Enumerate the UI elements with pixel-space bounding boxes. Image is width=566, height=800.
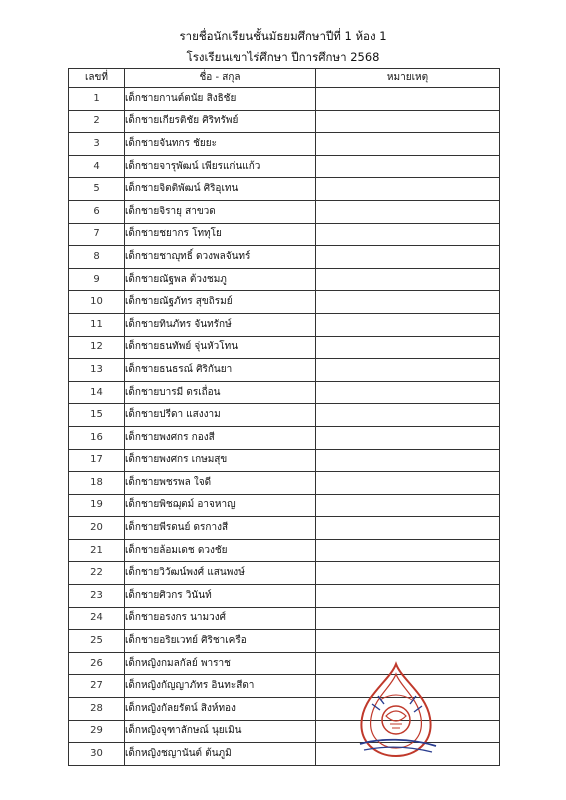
student-name-cell: เด็กชายธนทัพย์ จุ่นหัวโทน: [125, 336, 316, 359]
student-name-cell: เด็กหญิงกัลยรัตน์ สิงห์ทอง: [125, 698, 316, 721]
remarks-cell: [316, 630, 500, 653]
remarks-cell: [316, 178, 500, 201]
row-number-cell: 28: [69, 698, 125, 721]
row-number-cell: 22: [69, 562, 125, 585]
remarks-cell: [316, 449, 500, 472]
student-name-cell: เด็กชายจิรายุ สาขวด: [125, 200, 316, 223]
student-name-cell: เด็กชายศิวกร วินันท์: [125, 585, 316, 608]
row-number-cell: 17: [69, 449, 125, 472]
table-row: [69, 630, 500, 653]
row-number-cell: 15: [69, 404, 125, 427]
row-number-cell: 19: [69, 494, 125, 517]
row-number-cell: 6: [69, 200, 125, 223]
row-number-cell: 29: [69, 720, 125, 743]
remarks-cell: [316, 539, 500, 562]
table-row: [69, 155, 500, 178]
page-title: รายชื่อนักเรียนชั้นมัธยมศึกษาปีที่ 1 ห้อง 1: [179, 29, 387, 43]
remarks-cell: [316, 426, 500, 449]
row-number-cell: 3: [69, 133, 125, 156]
student-name-cell: เด็กชายณัฐพล ต้วงชมภู: [125, 268, 316, 291]
remarks-cell: [316, 88, 500, 111]
student-name-cell: เด็กชายชยากร โททุโย: [125, 223, 316, 246]
remarks-cell: [316, 607, 500, 630]
student-name-cell: เด็กชายจันทกร ชัยยะ: [125, 133, 316, 156]
student-name-cell: เด็กชายกานต์ตนัย สิงธิชัย: [125, 88, 316, 111]
student-name-cell: เด็กชายอรงกร นามวงศ์: [125, 607, 316, 630]
remarks-cell: [316, 359, 500, 382]
row-number-cell: 26: [69, 652, 125, 675]
row-number-cell: 2: [69, 110, 125, 133]
student-name-cell: เด็กชายวิวัฒน์พงศ์ แสนพงษ์: [125, 562, 316, 585]
remarks-cell: [316, 110, 500, 133]
student-name-cell: เด็กหญิงกมลกัลย์ พาราช: [125, 652, 316, 675]
table-row: [69, 585, 500, 608]
remarks-cell: [316, 336, 500, 359]
student-name-cell: เด็กหญิงกัญญาภัทร อินทะสีดา: [125, 675, 316, 698]
column-header-name: ชื่อ - สกุล: [125, 69, 316, 88]
table-row: [69, 517, 500, 540]
table-row: [69, 607, 500, 630]
table-row: [69, 133, 500, 156]
student-name-cell: เด็กชายพงศกร เกษมสุข: [125, 449, 316, 472]
page-subtitle: โรงเรียนเขาไร่ศึกษา ปีการศึกษา 2568: [186, 50, 380, 64]
student-name-cell: เด็กชายปรีดา แสงงาม: [125, 404, 316, 427]
remarks-cell: [316, 291, 500, 314]
table-row: [69, 426, 500, 449]
student-name-cell: เด็กชายจารุพัฒน์ เพียรแก่นแก้ว: [125, 155, 316, 178]
table-row: [69, 88, 500, 111]
remarks-cell: [316, 494, 500, 517]
row-number-cell: 9: [69, 268, 125, 291]
row-number-cell: 21: [69, 539, 125, 562]
student-name-cell: เด็กชายอริยเวทย์ ศิริชาเครือ: [125, 630, 316, 653]
row-number-cell: 30: [69, 743, 125, 766]
table-row: [69, 268, 500, 291]
remarks-cell: [316, 268, 500, 291]
row-number-cell: 12: [69, 336, 125, 359]
remarks-cell: [316, 404, 500, 427]
table-header-row: [69, 69, 500, 88]
table-row: [69, 178, 500, 201]
remarks-cell: [316, 562, 500, 585]
row-number-cell: 24: [69, 607, 125, 630]
row-number-cell: 5: [69, 178, 125, 201]
student-name-cell: เด็กชายพงศกร กองสี: [125, 426, 316, 449]
student-name-cell: เด็กชายเกียรติชัย ศิริทรัพย์: [125, 110, 316, 133]
remarks-cell: [316, 472, 500, 495]
column-header-remarks: หมายเหตุ: [316, 69, 500, 88]
column-header-number: เลขที่: [69, 69, 125, 88]
row-number-cell: 25: [69, 630, 125, 653]
table-row: [69, 472, 500, 495]
student-name-cell: เด็กชายทินภัทร จันทรักษ์: [125, 313, 316, 336]
row-number-cell: 16: [69, 426, 125, 449]
row-number-cell: 23: [69, 585, 125, 608]
remarks-cell: [316, 155, 500, 178]
remarks-cell: [316, 223, 500, 246]
row-number-cell: 1: [69, 88, 125, 111]
row-number-cell: 7: [69, 223, 125, 246]
table-row: [69, 291, 500, 314]
remarks-cell: [316, 381, 500, 404]
remarks-cell: [316, 200, 500, 223]
student-name-cell: เด็กชายล้อมเดช ดวงชัย: [125, 539, 316, 562]
student-name-cell: เด็กชายพชรพล ใจดี: [125, 472, 316, 495]
remarks-cell: [316, 313, 500, 336]
table-row: [69, 223, 500, 246]
table-row: [69, 336, 500, 359]
row-number-cell: 11: [69, 313, 125, 336]
table-row: [69, 246, 500, 269]
student-name-cell: เด็กชายบารมี ดรเถื่อน: [125, 381, 316, 404]
table-row: [69, 449, 500, 472]
student-name-cell: เด็กหญิงชญานันต์ ต้นภูมิ: [125, 743, 316, 766]
table-row: [69, 539, 500, 562]
school-seal-stamp-icon: [350, 660, 442, 760]
student-name-cell: เด็กชายจิตติพัฒน์ ศิริอุเทน: [125, 178, 316, 201]
table-row: [69, 404, 500, 427]
row-number-cell: 14: [69, 381, 125, 404]
student-name-cell: เด็กชายพิชฌุตม์ อาจหาญ: [125, 494, 316, 517]
row-number-cell: 18: [69, 472, 125, 495]
row-number-cell: 4: [69, 155, 125, 178]
student-name-cell: เด็กชายพีรดนย์ ดรกางสี: [125, 517, 316, 540]
row-number-cell: 13: [69, 359, 125, 382]
student-name-cell: เด็กชายธนธรณ์ ศิริกันยา: [125, 359, 316, 382]
table-row: [69, 381, 500, 404]
remarks-cell: [316, 246, 500, 269]
table-row: [69, 313, 500, 336]
remarks-cell: [316, 517, 500, 540]
student-name-cell: เด็กชายชาญุทธิ์ ดวงพลจันทร์: [125, 246, 316, 269]
row-number-cell: 8: [69, 246, 125, 269]
remarks-cell: [316, 585, 500, 608]
table-row: [69, 200, 500, 223]
student-name-cell: เด็กชายณัฐภัทร สุขถิรมย์: [125, 291, 316, 314]
table-row: [69, 359, 500, 382]
remarks-cell: [316, 133, 500, 156]
row-number-cell: 27: [69, 675, 125, 698]
table-row: [69, 110, 500, 133]
row-number-cell: 10: [69, 291, 125, 314]
table-row: [69, 494, 500, 517]
row-number-cell: 20: [69, 517, 125, 540]
table-row: [69, 562, 500, 585]
student-name-cell: เด็กหญิงจุฑาลักษณ์ นุยเมิน: [125, 720, 316, 743]
